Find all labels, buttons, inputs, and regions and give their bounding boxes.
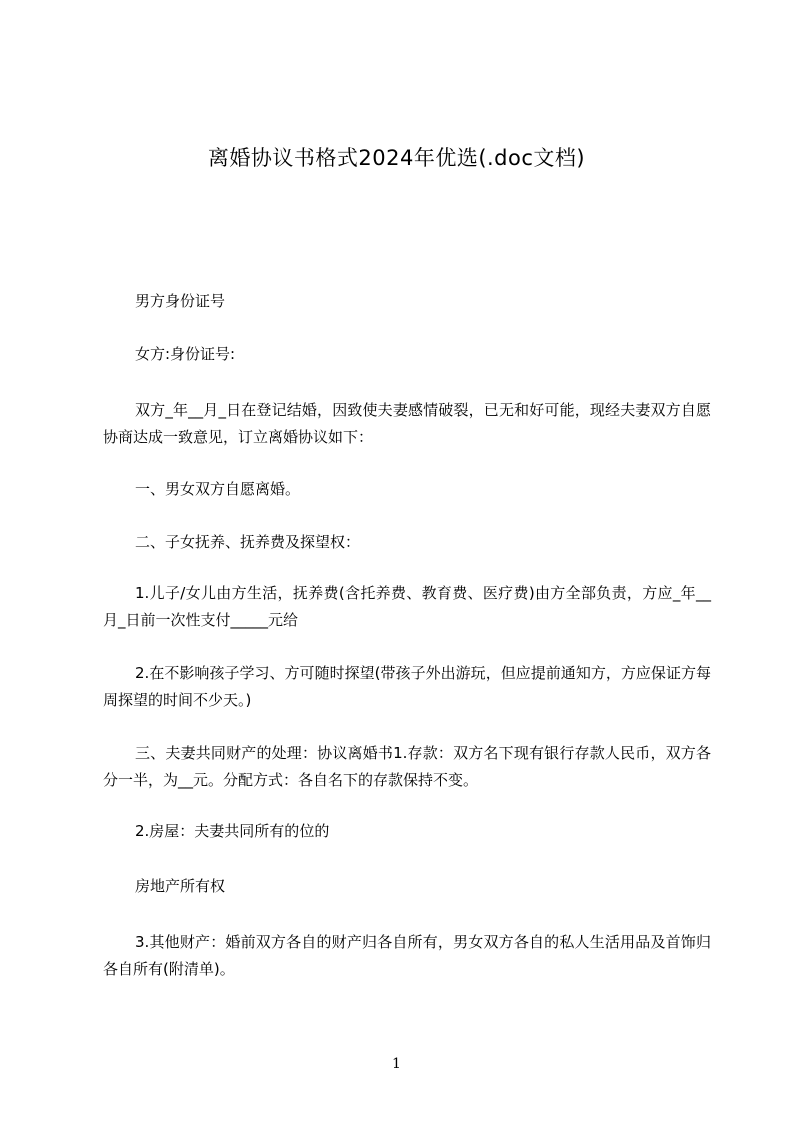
paragraph-male-id: 男方身份证号: [135, 292, 226, 310]
paragraph-house: 2.房屋：夫妻共同所有的位的: [135, 822, 330, 840]
paragraph-other-assets: 3.其他财产：婚前双方各自的财产归各自所有，男女双方各自的私人生活用品及首饰归各自所有(附清单)。: [103, 933, 711, 978]
page-number: 1: [392, 1056, 401, 1072]
paragraph-visitation: 2.在不影响孩子学习、方可随时探望(带孩子外出游玩，但应提前通知方，方应保证方每周探望的时间不少天。): [103, 664, 711, 709]
paragraph-custody: 1.儿子/女儿由方生活，抚养费(含托养费、教育费、医疗费)由方全部负责，方应_年__月_日前一次性支付_____元给: [103, 584, 711, 629]
paragraph-section-three: 三、夫妻共同财产的处理：协议离婚书1.存款：双方名下现有银行存款人民币，双方各分一半，为__元。分配方式：各自名下的存款保持不变。: [103, 744, 711, 789]
paragraph-section-one: 一、男女双方自愿离婚。: [135, 480, 301, 498]
document-title: 离婚协议书格式2024年优选(.doc文档): [207, 146, 586, 170]
paragraph-section-two: 二、子女抚养、抚养费及探望权：: [135, 533, 361, 551]
paragraph-property-rights: 房地产所有权: [135, 877, 226, 895]
paragraph-intro: 双方_年__月_日在登记结婚，因致使夫妻感情破裂，已无和好可能，现经夫妻双方自愿协商达成一致意见，订立离婚协议如下：: [103, 401, 711, 446]
paragraph-female-id: 女方:身份证号:: [135, 345, 236, 363]
